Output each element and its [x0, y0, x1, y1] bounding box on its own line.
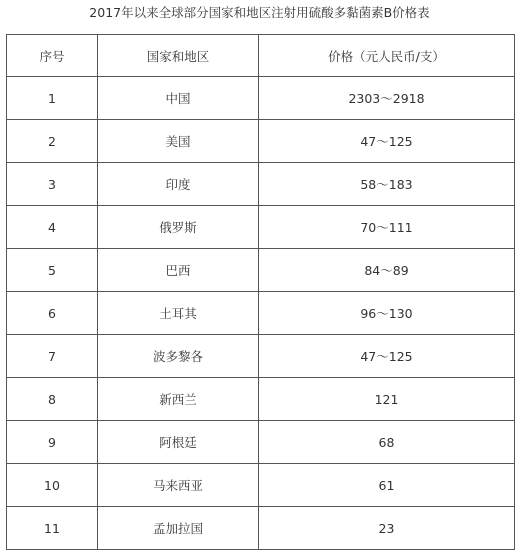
table-row [7, 335, 515, 378]
table-body [7, 77, 515, 550]
table-row [7, 120, 515, 163]
row-country: 新西兰 [98, 378, 259, 421]
row-country: 马来西亚 [98, 464, 259, 507]
row-index: 1 [7, 77, 98, 120]
row-country: 美国 [98, 120, 259, 163]
row-price: 61 [259, 464, 515, 507]
table-row [7, 77, 515, 120]
table-row [7, 421, 515, 464]
row-price: 70～111 [259, 206, 515, 249]
row-price: 2303～2918 [259, 77, 515, 120]
header-row [7, 35, 515, 77]
row-index: 8 [7, 378, 98, 421]
header-index: 序号 [7, 35, 98, 77]
table-row [7, 249, 515, 292]
row-index: 5 [7, 249, 98, 292]
table-row [7, 292, 515, 335]
table-header [7, 35, 515, 77]
row-country: 中国 [98, 77, 259, 120]
row-index: 7 [7, 335, 98, 378]
table-row [7, 378, 515, 421]
table-row [7, 507, 515, 550]
table-row [7, 464, 515, 507]
row-price: 68 [259, 421, 515, 464]
row-country: 土耳其 [98, 292, 259, 335]
table-title: 2017年以来全球部分国家和地区注射用硫酸多黏菌素B价格表 [89, 5, 430, 20]
row-price: 23 [259, 507, 515, 550]
table-row [7, 163, 515, 206]
row-country: 俄罗斯 [98, 206, 259, 249]
row-country: 巴西 [98, 249, 259, 292]
row-price: 47～125 [259, 335, 515, 378]
price-table [6, 34, 515, 550]
row-index: 2 [7, 120, 98, 163]
row-country: 阿根廷 [98, 421, 259, 464]
table-row [7, 206, 515, 249]
row-price: 121 [259, 378, 515, 421]
row-index: 10 [7, 464, 98, 507]
row-price: 47～125 [259, 120, 515, 163]
row-index: 3 [7, 163, 98, 206]
row-price: 58～183 [259, 163, 515, 206]
row-country: 印度 [98, 163, 259, 206]
row-index: 11 [7, 507, 98, 550]
row-price: 96～130 [259, 292, 515, 335]
row-index: 9 [7, 421, 98, 464]
row-country: 波多黎各 [98, 335, 259, 378]
header-price: 价格（元人民币/支） [259, 35, 515, 77]
row-index: 6 [7, 292, 98, 335]
header-country: 国家和地区 [98, 35, 259, 77]
row-index: 4 [7, 206, 98, 249]
row-country: 孟加拉国 [98, 507, 259, 550]
row-price: 84～89 [259, 249, 515, 292]
